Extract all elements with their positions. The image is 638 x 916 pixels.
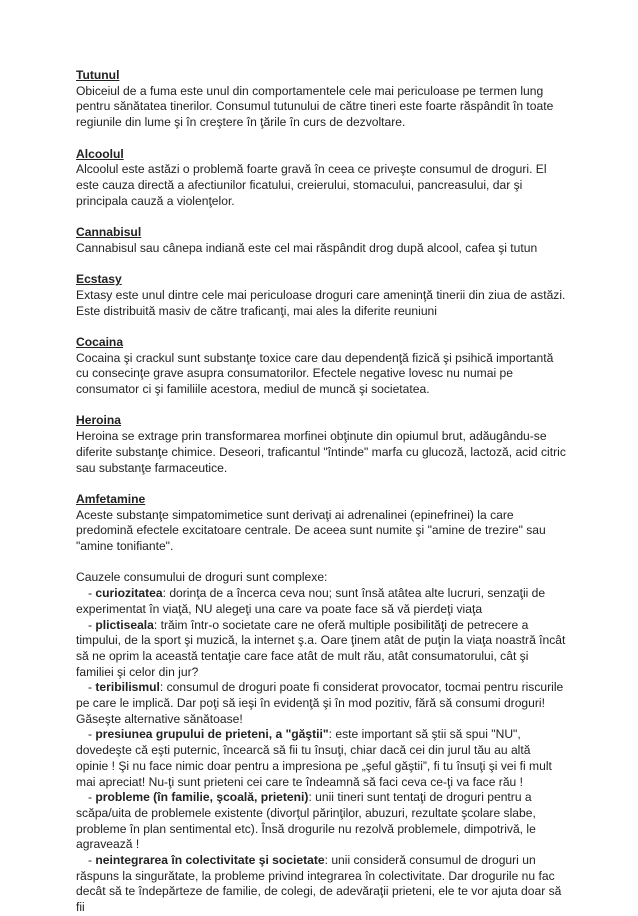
cause-text: : unii tineri sunt tentaţi de droguri pentru a scăpa/uita de problemele existente (divorţul părinţilor, abuzuri, rezultate şcolare slabe, probleme în plan sentimental etc). Însă drogurile nu rezolvă problemele, dimpotrivă, le agravează !: [76, 790, 536, 852]
section-cannabis: [76, 225, 566, 256]
section-ecstasy: [76, 272, 566, 319]
section-body: Aceste substanţe simpatomimetice sunt derivaţi ai adrenalinei (epinefrinei) la care predomină efectele excitatoare centrale. De aceea sunt numite şi "amine de trezire" sau "amine tonifiante".: [76, 507, 546, 553]
section-body: Cannabisul sau cânepa indiană este cel mai răspândit drog după alcool, cafea şi tutun: [76, 240, 538, 255]
cause-dash: -: [88, 680, 96, 695]
section-body: Heroina se extrage prin transformarea morfinei obţinute din opiumul brut, adăugându-se diferite substanţe chimice. Deseori, traficantul "întinde" marfa cu glucoză, lactoză, acid citric sau substanţe farmaceutice.: [76, 429, 566, 475]
cause-item: [76, 680, 566, 727]
section-amphetamines: [76, 492, 566, 555]
cause-text: : este important să ştii să spui "NU", dovedeşte că eşti puternic, încearcă să fii tu însuţi, chiar dacă cei din jurul tău au altă opinie ! Şi nu face nimic doar pentru a impresiona pe „şeful găştii”, fi tu însuţi şi vei fi mult mai apreciat! Nu-ţi sunt prieteni cei care te îndeamnă să faci ceva ce-ţi va face rău !: [76, 727, 552, 789]
cause-text: : dorinţa de a încerca ceva nou; sunt însă atâtea alte lucruri, senzaţii de experimentat în viaţă, NU alegeţi una care va poate face să vă pierdeţi viaţa: [76, 586, 546, 616]
cause-item: [76, 586, 566, 617]
cause-term: plictiseala: [95, 617, 154, 632]
cause-item: [76, 853, 566, 916]
section-tobacco: [76, 68, 566, 131]
cause-dash: -: [88, 853, 96, 868]
cause-term: neintegrarea în colectivitate şi societate: [95, 853, 325, 868]
section-body: Extasy este unul dintre cele mai periculoase droguri care ameninţă tinerii din ziua de astăzi. Este distribuită masiv de către traficanţi, mai ales la diferite reuniuni: [76, 287, 566, 318]
cause-dash: -: [88, 790, 96, 805]
section-heading: Alcoolul: [76, 146, 124, 161]
cause-item: [76, 618, 566, 681]
section-heading: Tutunul: [76, 68, 120, 82]
section-body: Obiceiul de a fuma este unul din comportamentele cele mai periculoase pe termen lung pentru sănătatea tinerilor. Consumul tutunului de către tineri este foarte răspândit în toate regiunile din lume şi în creştere în ţările în curs de dezvoltare.: [76, 83, 554, 130]
cause-item: [76, 790, 566, 853]
cause-text: : consumul de droguri poate fi considerat provocator, tocmai pentru riscurile pe care le implică. Dar poţi să ieşi în evidenţă şi în mod pozitiv, fără să consumi droguri! Găseşte alternative sănătoase!: [76, 680, 564, 726]
cause-item: [76, 727, 566, 790]
cause-dash: -: [88, 617, 96, 632]
section-heading: Ecstasy: [76, 272, 122, 287]
section-heading: Heroina: [76, 413, 122, 428]
causes-section: [76, 570, 566, 915]
cause-term: presiunea grupului de prieteni, a "găştii": [95, 727, 329, 742]
cause-dash: -: [88, 586, 96, 601]
section-heroin: [76, 413, 566, 476]
cause-dash: -: [88, 727, 96, 742]
section-body: Cocaina şi crackul sunt substanţe toxice care dau dependenţă fizică şi psihică importantă cu consecinţe grave asupra consumatorilor. Efectele negative lovesc nu numai pe consumator ci şi familiile acestora, mediul de muncă şi societatea.: [76, 350, 554, 396]
section-body: Alcoolul este astăzi o problemă foarte gravă în ceea ce priveşte consumul de droguri. El este cauza directă a afectiunilor ficatului, creierului, stomacului, pancreasului, dar şi principala cauză a violenţelor.: [76, 162, 547, 208]
cause-term: teribilismul: [95, 680, 160, 695]
section-heading: Amfetamine: [76, 491, 146, 506]
cause-term: curiozitatea: [95, 586, 163, 601]
cause-term: probleme (în familie, şcoală, prieteni): [95, 790, 309, 805]
section-heading: Cannabisul: [76, 225, 142, 239]
causes-intro: Cauzele consumului de droguri sunt complexe:: [76, 570, 328, 585]
section-cocaine: [76, 335, 566, 398]
cause-text: : unii consideră consumul de droguri un răspuns la singurătate, la probleme privind integrarea în colectivitate. Dar drogurile nu fac decât să te îndepărteze de familie, de colegi, de adevăraţii prieteni, ele te vor ajuta doar să fii: [76, 853, 562, 915]
section-heading: Cocaina: [76, 334, 124, 349]
cause-text: : trăim într-o societate care ne oferă multiple posibilităţi de petrecere a timpului, de la sport şi muzică, la internet ş.a. Oare ţinem atât de puţin la viaţa noastră încât să ne oprim la această tentaţie care face atât de mult rău, atât consumatorului, cât şi familiei şi celor din jur?: [76, 617, 566, 679]
section-alcohol: [76, 147, 566, 210]
document-page: [76, 68, 566, 916]
